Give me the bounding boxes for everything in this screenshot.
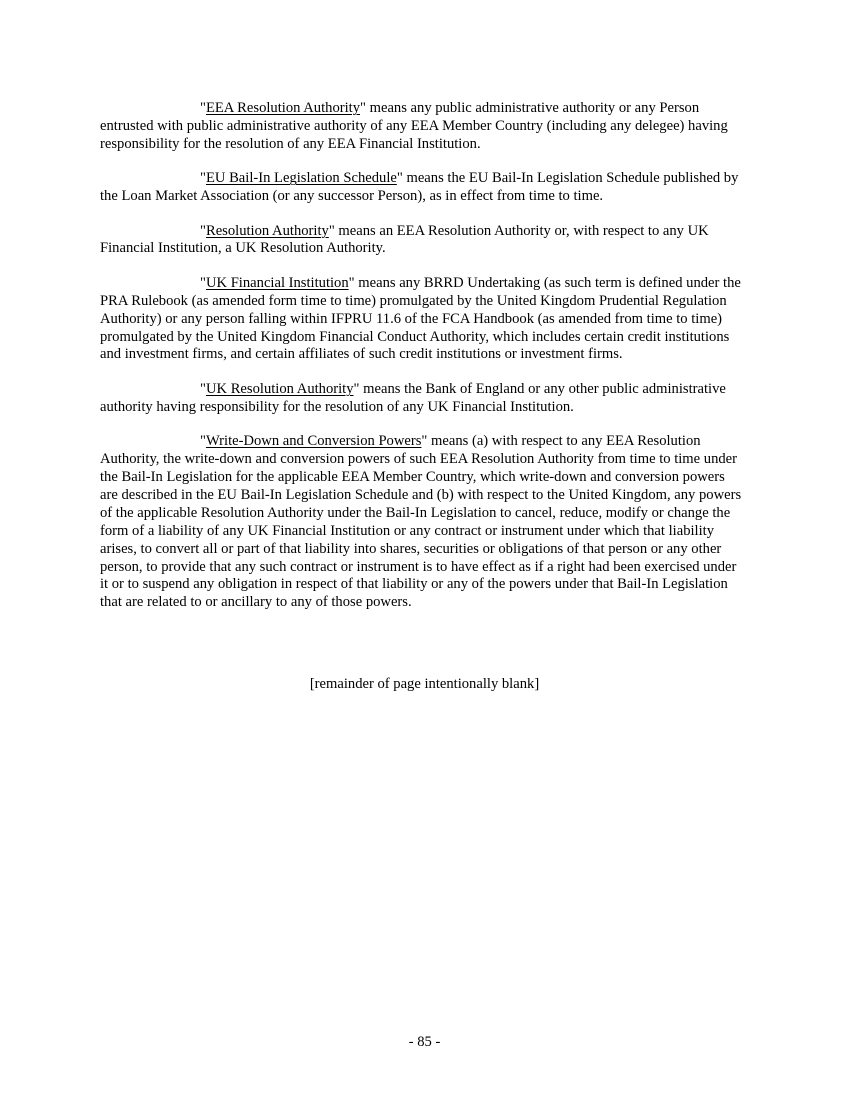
definition-text: " means any public administrative authority or any Person entrusted with public administrative authority of any EEA Member Country (including any delegee) having responsibility for the resolution of any EEA Financial Institution. [100, 100, 728, 152]
definition-eu-bail-in-legislation-schedule: "EU Bail-In Legislation Schedule" means the EU Bail-In Legislation Schedule published by the Loan Market Association (or any successor Person), as in effect from time to time. [100, 170, 739, 205]
definition-text: " means any BRRD Undertaking (as such term is defined under the PRA Rulebook (as amended form time to time) promulgated by the United Kingdom Prudential Regulation Authority) or any person falling within IFPRU 11.6 of the FCA Handbook (as amended from time to time) promulgated by the United Kingdom Financial Conduct Authority, which includes certain credit institutions and investment firms, and certain affiliates of such credit institutions or investment firms. [100, 274, 741, 363]
intentionally-blank-note: [remainder of page intentionally blank] [309, 676, 540, 692]
defined-term: EU Bail-In Legislation Schedule [205, 170, 397, 187]
defined-term: UK Resolution Authority [205, 380, 354, 397]
defined-term: UK Financial Institution [205, 274, 349, 291]
definition-write-down-and-conversion-powers: "Write-Down and Conversion Powers" means (a) with respect to any EEA Resolution Authority, the write-down and conversion powers of such EEA Resolution Authority from time to time under the Bail-In Legislation for the applicable EEA Member Country, which write-down and conversion powers are described in the EU Bail-In Legislation Schedule and (b) with respect to the United Kingdom, any powers of the applicable Resolution Authority under the Bail-In Legislation to cancel, reduce, modify or change the form of a liability of any UK Financial Institution or any contract or instrument under which that liability arises, to convert all or part of that liability into shares, securities or obligations of that person or any other person, to provide that any such contract or instrument is to have effect as if a right had been exercised under it or to suspend any obligation in respect of that liability or any of the powers under that Bail-In Legislation that are related to or ancillary to any of those powers. [100, 433, 742, 611]
definition-text: " means the EU Bail-In Legislation Schedule published by the Loan Market Association (or any successor Person), as in effect from time to time. [100, 170, 739, 205]
definitions-section [100, 100, 746, 629]
definition-text: " means an EEA Resolution Authority or, with respect to any UK Financial Institution, a UK Resolution Authority. [100, 222, 709, 257]
defined-term: EEA Resolution Authority [205, 100, 361, 116]
definition-text: " means the Bank of England or any other public administrative authority having responsibility for the resolution of any UK Financial Institution. [100, 380, 726, 415]
page-number: - 85 - [408, 1034, 441, 1050]
definition-uk-resolution-authority: "UK Resolution Authority" means the Bank of England or any other public administrative authority having responsibility for the resolution of any UK Financial Institution. [100, 380, 726, 415]
definition-text: " means (a) with respect to any EEA Resolution Authority, the write-down and conversion powers of such EEA Resolution Authority from time to time under the Bail-In Legislation for the applicable EEA Member Country, which write-down and conversion powers are described in the EU Bail-In Legislation Schedule and (b) with respect to the United Kingdom, any powers of the applicable Resolution Authority under the Bail-In Legislation to cancel, reduce, modify or change the form of a liability of any UK Financial Institution or any contract or instrument under which that liability arises, to convert all or part of that liability into shares, securities or obligations of that person or any other person, to provide that any such contract or instrument is to have effect as if a right had been exercised under it or to suspend any obligation in respect of that liability or any of the powers under that Bail-In Legislation that are related to or ancillary to any of those powers. [100, 433, 742, 611]
definition-eea-resolution-authority: "EEA Resolution Authority" means any public administrative authority or any Person entrusted with public administrative authority of any EEA Member Country (including any delegee) having responsibility for the resolution of any EEA Financial Institution. [100, 100, 728, 152]
defined-term: Resolution Authority [205, 222, 329, 239]
defined-term: Write-Down and Conversion Powers [205, 433, 422, 450]
definition-uk-financial-institution: "UK Financial Institution" means any BRRD Undertaking (as such term is defined under the PRA Rulebook (as amended form time to time) promulgated by the United Kingdom Prudential Regulation Authority) or any person falling within IFPRU 11.6 of the FCA Handbook (as amended from time to time) promulgated by the United Kingdom Financial Conduct Authority, which includes certain credit institutions and investment firms, and certain affiliates of such credit institutions or investment firms. [100, 274, 741, 363]
definition-resolution-authority: "Resolution Authority" means an EEA Resolution Authority or, with respect to any UK Financial Institution, a UK Resolution Authority. [100, 222, 709, 257]
